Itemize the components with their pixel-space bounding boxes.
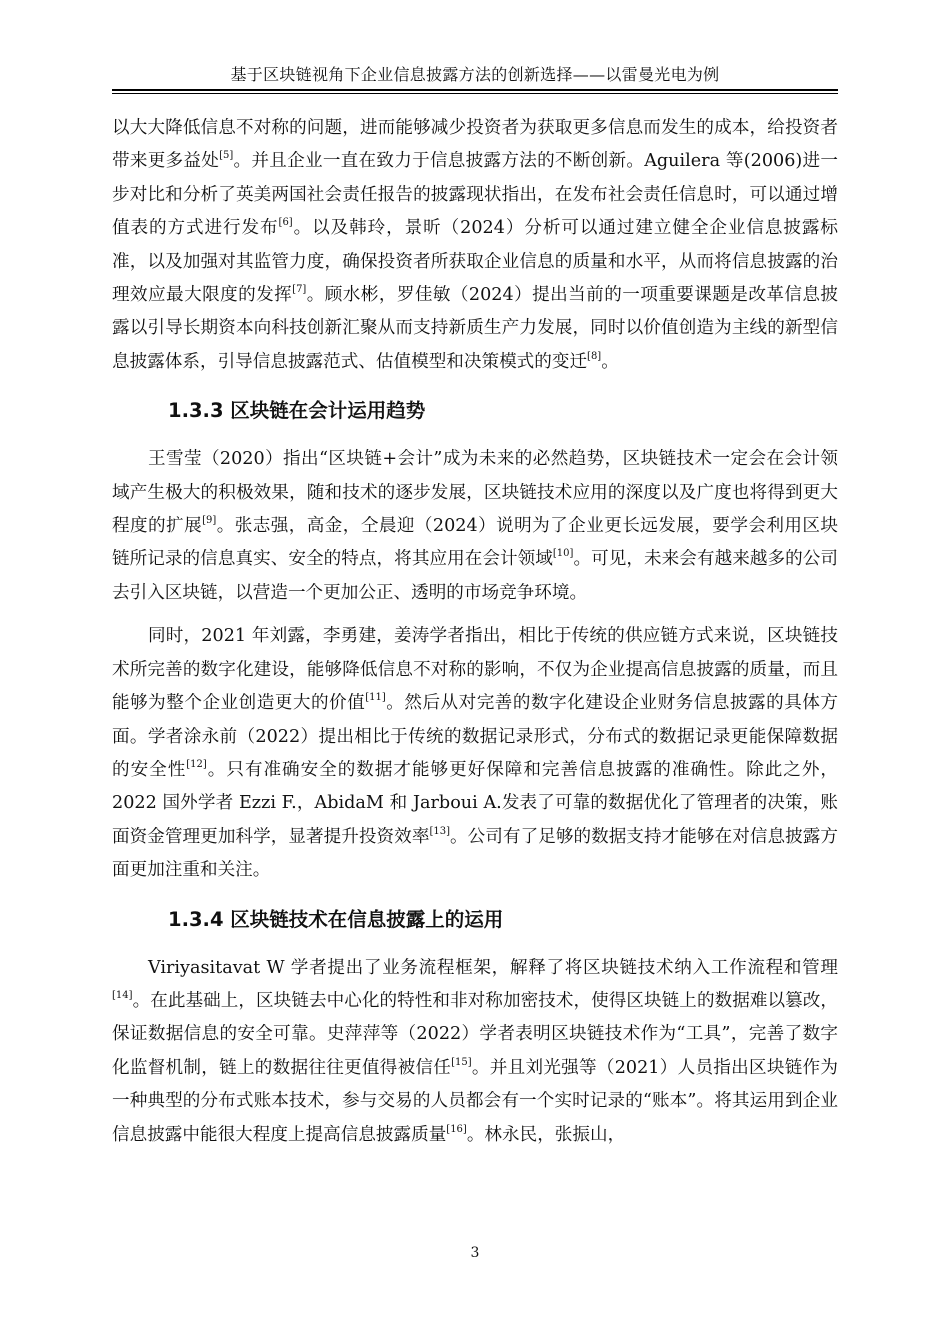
paragraph: Viriyasitavat W 学者提出了业务流程框架，解释了将区块链技术纳入工作流程和管理[14]。在此基础上，区块链去中心化的特性和非对称加密技术，使得区块链上的数据难以篡改，保证数据信息的安全可靠。史萍萍等（2022）学者表明区块链技术作为“工具”，完善了数字化监督机制，链上的数据往往更值得被信任[15]。并且刘光强等（2021）人员指出区块链作为一种典型的分布式账本技术，参与交易的人员都会有一个实时记录的“账本”。将其运用到企业信息披露中能很大程度上提高信息披露质量[16]。林永民，张振山， [112, 957, 838, 1145]
citation-marker: [6] [278, 217, 293, 229]
citation-marker: [13] [429, 825, 450, 837]
citation-marker: [15] [451, 1056, 472, 1068]
citation-marker: [16] [446, 1123, 467, 1135]
section-heading-1-3-4: 1.3.4 区块链技术在信息披露上的运用 [168, 907, 504, 931]
page-number: 3 [470, 1245, 480, 1261]
paragraph: 以大大降低信息不对称的问题，进而能够减少投资者为获取更多信息而发生的成本，给投资者带来更多益处[5]。并且企业一直在致力于信息披露方法的不断创新。Aguilera 等(2006)进一步对比和分析了英美两国社会责任报告的披露现状指出，在发布社会责任信息时，可以通过增值表的方式进行发布[6]。以及韩玲，景昕（2024）分析可以通过建立健全企业信息披露标准，以及加强对其监管力度，确保投资者所获取企业信息的质量和水平，从而将信息披露的治理效应最大限度的发挥[7]。顾水彬，罗佳敏（2024）提出当前的一项重要课题是改革信息披露以引导长期资本向科技创新汇聚从而支持新质生产力发展，同时以价值创造为主线的新型信息披露体系，引导信息披露范式、估值模型和决策模式的变迁[8]。 [112, 118, 838, 372]
running-header: 基于区块链视角下企业信息披露方法的创新选择——以雷曼光电为例 [230, 65, 720, 84]
citation-marker: [8] [587, 350, 602, 362]
page-body [112, 112, 838, 1152]
citation-marker: [5] [219, 150, 234, 162]
citation-marker: [9] [202, 515, 217, 527]
section-heading-1-3-3: 1.3.3 区块链在会计运用趋势 [168, 399, 426, 423]
citation-marker: [11] [365, 692, 386, 704]
header-rule-thin [112, 93, 838, 94]
citation-marker: [10] [552, 548, 574, 560]
paragraph: 同时，2021 年刘露，李勇建，姜涛学者指出，相比于传统的供应链方式来说，区块链技术所完善的数字化建设，能够降低信息不对称的影响，不仅为企业提高信息披露的质量，而且能够为整个企业创造更大的价值[11]。然后从对完善的数字化建设企业财务信息披露的具体方面。学者涂永前（2022）提出相比于传统的数据记录形式，分布式的数据记录更能保障数据的安全性[12]。只有准确安全的数据才能够更好保障和完善信息披露的准确性。除此之外，2022 国外学者 Ezzi F.，AbidaM 和 Jarboui A.发表了可靠的数据优化了管理者的决策，账面资金管理更加科学，显著提升投资效率[13]。公司有了足够的数据支持才能够在对信息披露方面更加注重和关注。 [112, 626, 838, 881]
citation-marker: [7] [292, 284, 307, 296]
header-rule-thick [112, 89, 838, 91]
citation-marker: [14] [112, 989, 133, 1001]
paragraph: 王雪莹（2020）指出“区块链+会计”成为未来的必然趋势，区块链技术一定会在会计领域产生极大的积极效果，随和技术的逐步发展，区块链技术应用的深度以及广度也将得到更大程度的扩展[9]。张志强，高金，仝晨迎（2024）说明为了企业更长远发展，要学会利用区块链所记录的信息真实、安全的特点，将其应用在会计领域[10]。可见，未来会有越来越多的公司去引入区块链，以营造一个更加公正、透明的市场竞争环境。 [112, 449, 838, 603]
citation-marker: [12] [186, 758, 207, 770]
